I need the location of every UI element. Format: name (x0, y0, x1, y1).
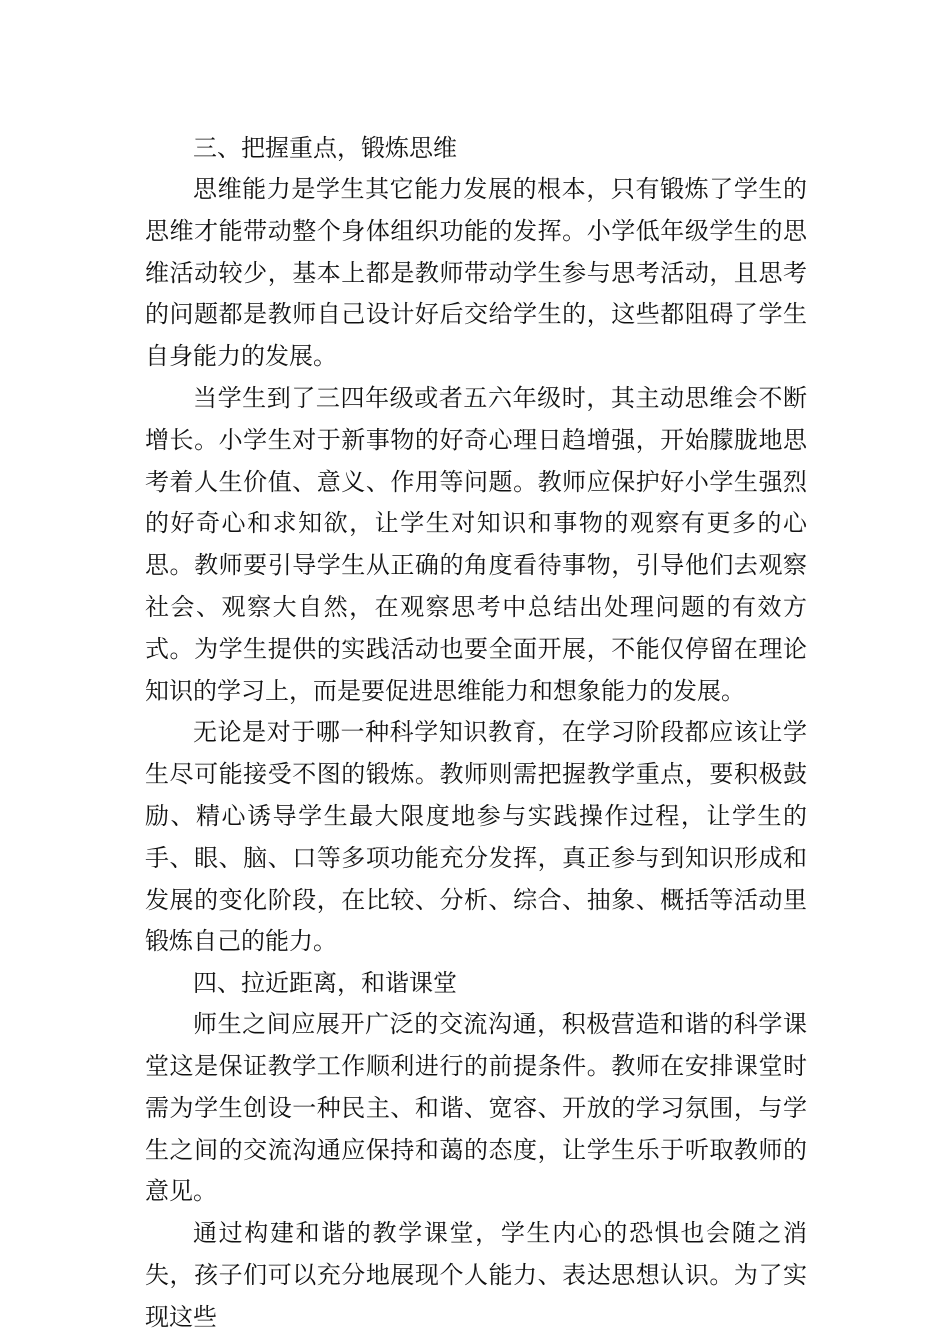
paragraph-4: 师生之间应展开广泛的交流沟通，积极营造和谐的科学课堂这是保证教学工作顺利进行的前提条件。教师在安排课堂时需为学生创设一种民主、和谐、宽容、开放的学习氛围，与学生之间的交流沟通应保持和蔼的态度，让学生乐于听取教师的意见。 (145, 1010, 807, 1206)
paragraph-5: 通过构建和谐的教学课堂，学生内心的恐惧也会随之消失，孩子们可以充分地展现个人能力、表达思想认识。为了实现这些 (145, 1219, 807, 1331)
document-page (145, 128, 807, 1339)
section-heading-4: 四、拉近距离，和谐课堂 (193, 969, 457, 998)
section-heading-3: 三、把握重点，锻炼思维 (193, 134, 457, 162)
paragraph-3: 无论是对于哪一种科学知识教育，在学习阶段都应该让学生尽可能接受不图的锻炼。教师则需把握教学重点，要积极鼓励、精心诱导学生最大限度地参与实践操作过程，让学生的手、眼、脑、口等多项功能充分发挥，真正参与到知识形成和发展的变化阶段，在比较、分析、综合、抽象、概括等活动里锻炼自己的能力。 (145, 718, 807, 956)
paragraph-2: 当学生到了三四年级或者五六年级时，其主动思维会不断增长。小学生对于新事物的好奇心理日趋增强，开始朦胧地思考着人生价值、意义、作用等问题。教师应保护好小学生强烈的好奇心和求知欲，让学生对知识和事物的观察有更多的心思。教师要引导学生从正确的角度看待事物，引导他们去观察社会、观察大自然，在观察思考中总结出处理问题的有效方式。为学生提供的实践活动也要全面开展，不能仅停留在理论知识的学习上，而是要促进思维能力和想象能力的发展。 (145, 383, 807, 705)
paragraph-1: 思维能力是学生其它能力发展的根本，只有锻炼了学生的思维才能带动整个身体组织功能的发挥。小学低年级学生的思维活动较少，基本上都是教师带动学生参与思考活动，且思考的问题都是教师自己设计好后交给学生的，这些都阻碍了学生自身能力的发展。 (145, 175, 807, 371)
